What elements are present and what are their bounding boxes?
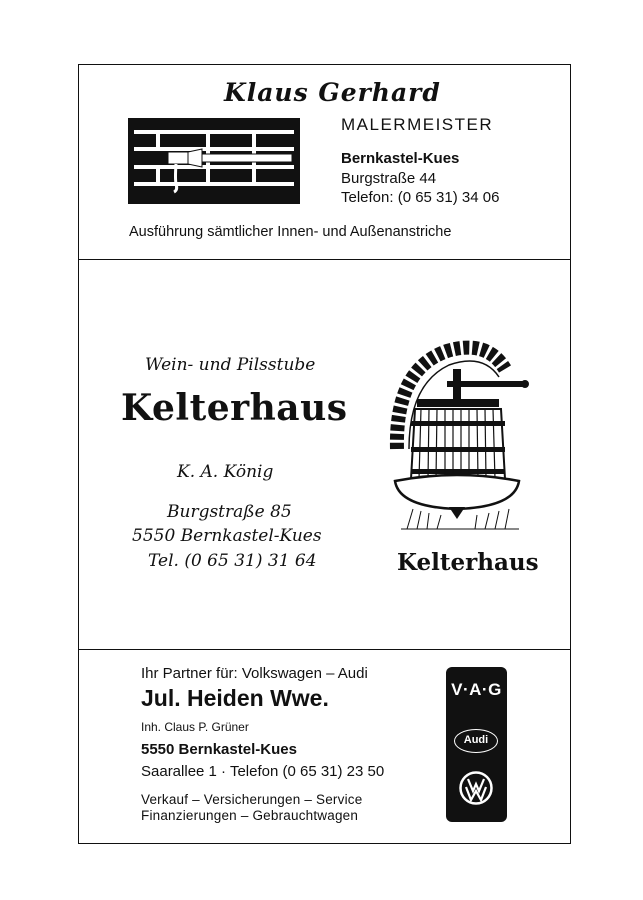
vw-logo-icon <box>458 770 494 806</box>
heiden-owner: Inh. Claus P. Grüner <box>141 720 249 734</box>
painter-phone: Telefon: (0 65 31) 34 06 <box>341 189 500 206</box>
kelterhaus-city: 5550 Bernkastel-Kues <box>132 526 322 546</box>
kelterhaus-illustration-caption: Kelterhaus <box>397 549 539 576</box>
kelterhaus-owner: K. A. König <box>177 462 274 482</box>
vag-badge <box>446 667 507 822</box>
divider-bottom <box>79 649 570 650</box>
painter-street: Burgstraße 44 <box>341 170 437 187</box>
kelterhaus-name: Kelterhaus <box>121 387 348 429</box>
kelterhaus-street: Burgstraße 85 <box>167 502 292 522</box>
heiden-partner-line: Ihr Partner für: Volkswagen – Audi <box>141 665 368 682</box>
painter-service: Ausführung sämtlicher Innen- und Außenanstriche <box>129 224 452 240</box>
divider-top <box>79 259 570 260</box>
kelterhaus-tagline: Wein- und Pilsstube <box>145 355 316 375</box>
painter-city: Bernkastel-Kues <box>341 150 460 167</box>
advertisement-page <box>78 64 571 844</box>
heiden-city: 5550 Bernkastel-Kues <box>141 741 297 758</box>
paintbrush-stripes-icon <box>128 118 300 204</box>
heiden-address: Saarallee 1 · Telefon (0 65 31) 23 50 <box>141 763 385 780</box>
painter-trade: MALERMEISTER <box>341 115 494 134</box>
heiden-name: Jul. Heiden Wwe. <box>141 685 329 711</box>
audi-badge-label: Audi <box>454 729 498 753</box>
vag-badge-label: V·A·G <box>451 680 502 699</box>
kelterhaus-phone: Tel. (0 65 31) 31 64 <box>148 551 317 571</box>
heiden-services-line1: Verkauf – Versicherungen – Service <box>141 792 363 807</box>
heiden-services-line2: Finanzierungen – Gebrauchtwagen <box>141 808 359 823</box>
wine-press-icon <box>387 329 532 544</box>
painter-name: Klaus Gerhard <box>224 78 441 107</box>
